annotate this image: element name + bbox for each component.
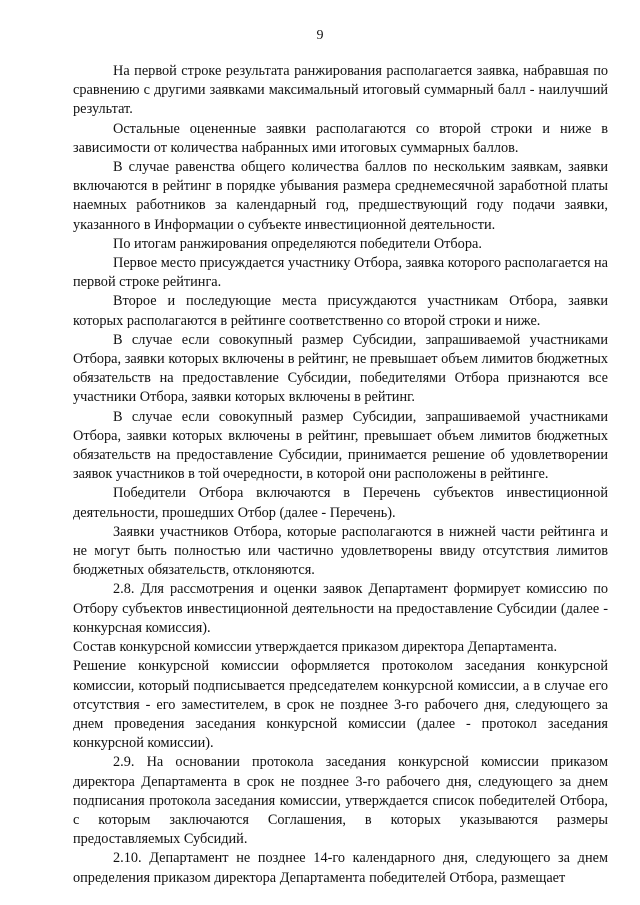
page-number: 9 (316, 28, 324, 43)
paragraph: Первое место присуждается участнику Отбора, заявка которого располагается на первой строке рейтинга. (73, 255, 608, 291)
paragraph: Состав конкурсной комиссии утверждается приказом директора Департамента. (73, 639, 558, 656)
paragraph: В случае если совокупный размер Субсидии, запрашиваемой участниками Отбора, заявки которых включены в рейтинг, превышает объем лимитов бюджетных обязательств на предоставление Субсидии, принимается решение об удовлетворении заявок участников в той очередности, в которой они расположены в рейтинге. (73, 408, 608, 483)
paragraph: На первой строке результата ранжирования располагается заявка, набравшая по сравнению с другими заявками максимальный итоговый суммарный балл - наилучший результат. (73, 63, 608, 118)
document-body (73, 62, 608, 888)
paragraph: В случае равенства общего количества баллов по нескольким заявкам, заявки включаются в рейтинг в порядке убывания размера среднемесячной заработной платы наемных работников за календарный год, предшествующий году подачи заявки, указанного в Информации о субъекте инвестиционной деятельности. (73, 159, 608, 233)
paragraph: 2.10. Департамент не позднее 14-го календарного дня, следующего за днем определения приказом директора Департамента победителей Отбора, размещает (73, 850, 608, 886)
paragraph: Решение конкурсной комиссии оформляется протоколом заседания конкурсной комиссии, который подписывается председателем конкурсной комиссии, а в случае его отсутствия - его заместителем, в срок не позднее 3-го рабочего дня, следующего за днем проведения заседания конкурсной комиссии (далее - протокол заседания конкурсной комиссии). (73, 658, 608, 752)
paragraph: Второе и последующие места присуждаются участникам Отбора, заявки которых располагаются в рейтинге соответственно со второй строки и ниже. (73, 293, 608, 329)
paragraph: В случае если совокупный размер Субсидии, запрашиваемой участниками Отбора, заявки которых включены в рейтинг, не превышает объем лимитов бюджетных обязательств на предоставление Субсидии, победителями Отбора признаются все участники Отбора, заявки которых включены в рейтинг. (73, 331, 608, 406)
paragraph: 2.9. На основании протокола заседания конкурсной комиссии приказом директора Департамента в срок не позднее 3-го рабочего дня, следующего за днем подписания протокола заседания комиссии, утверждается список победителей Отбора, с которым заключаются Соглашения, в которых указываются размеры предоставляемых Субсидий. (73, 754, 608, 848)
paragraph: Победители Отбора включаются в Перечень субъектов инвестиционной деятельности, прошедших Отбор (далее - Перечень). (73, 485, 608, 521)
paragraph: По итогам ранжирования определяются победители Отбора. (113, 235, 482, 252)
paragraph: 2.8. Для рассмотрения и оценки заявок Департамент формирует комиссию по Отбору субъектов инвестиционной деятельности на предоставление Субсидии (далее - конкурсная комиссия). (73, 581, 608, 636)
paragraph: Остальные оцененные заявки располагаются со второй строки и ниже в зависимости от количества набранных ими итоговых суммарных баллов. (73, 120, 608, 156)
paragraph: Заявки участников Отбора, которые располагаются в нижней части рейтинга и не могут быть полностью или частично удовлетворены ввиду отсутствия лимитов бюджетных обязательств, отклоняются. (73, 523, 608, 579)
